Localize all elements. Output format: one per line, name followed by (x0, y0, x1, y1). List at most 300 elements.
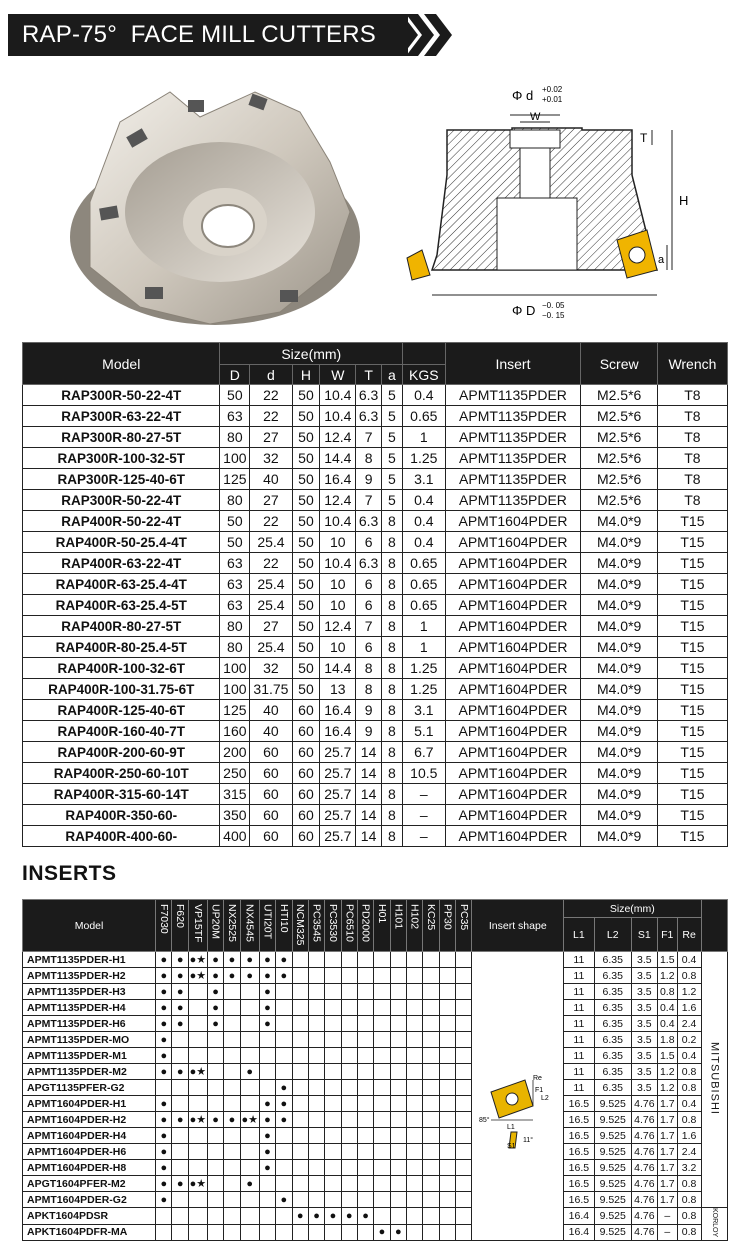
grade-mark (357, 1112, 373, 1128)
grade-mark: ● (156, 1064, 172, 1080)
insert-size-cell: 0.4 (657, 1016, 677, 1032)
grade-mark (308, 1144, 324, 1160)
spec-row (23, 427, 728, 448)
grade-mark (292, 1192, 308, 1208)
d-dimension-label: Φ d (512, 88, 534, 103)
grade-mark: ● (259, 1112, 275, 1128)
grade-mark (390, 1096, 406, 1112)
spec-cell: 50 (292, 595, 320, 616)
spec-cell: 5 (381, 406, 402, 427)
grade-mark (390, 1016, 406, 1032)
insert-size-cell: 3.5 (631, 1032, 657, 1048)
grade-mark (390, 1064, 406, 1080)
grade-mark (407, 1000, 423, 1016)
spec-cell: 100 (220, 448, 250, 469)
grade-mark (276, 1144, 292, 1160)
spec-cell: T15 (657, 784, 727, 805)
insert-size-cell: 3.5 (631, 1080, 657, 1096)
grade-mark (374, 1000, 390, 1016)
grade-mark (456, 1080, 472, 1096)
insert-model-cell: APMT1135PDER-MO (23, 1032, 156, 1048)
spec-cell: 27 (250, 490, 292, 511)
insert-size-cell: 0.8 (677, 1208, 701, 1225)
grade-mark (224, 1064, 240, 1080)
spec-cell: 60 (250, 784, 292, 805)
insert-size-cell: 16.5 (564, 1096, 595, 1112)
grade-mark: ● (276, 952, 292, 968)
model-cell: RAP300R-50-22-4T (23, 385, 220, 406)
svg-text:11°: 11° (522, 1136, 533, 1144)
D-dimension-label: Φ D (512, 303, 536, 318)
spec-cell: APMT1135PDER (445, 385, 581, 406)
spec-cell: 60 (292, 763, 320, 784)
grade-mark (439, 952, 455, 968)
spec-cell: T8 (657, 490, 727, 511)
spec-cell: – (403, 805, 445, 826)
insert-model-cell: APMT1604PDER-H1 (23, 1096, 156, 1112)
spec-row (23, 532, 728, 553)
spec-cell: 12.4 (320, 616, 356, 637)
grade-mark (456, 1064, 472, 1080)
insert-size-cell: 0.4 (677, 1096, 701, 1112)
size-col-header: L1 (564, 918, 595, 952)
insert-row (23, 1176, 728, 1192)
insert-size-cell: 11 (564, 1016, 595, 1032)
model-cell: RAP400R-63-25.4-5T (23, 595, 220, 616)
spec-cell: 100 (220, 658, 250, 679)
spec-cell: T15 (657, 511, 727, 532)
spec-row (23, 469, 728, 490)
spec-cell: APMT1604PDER (445, 742, 581, 763)
grade-mark (172, 1048, 188, 1064)
grade-mark: ● (156, 1192, 172, 1208)
insert-size-cell: 2.4 (677, 1144, 701, 1160)
spec-cell: M2.5*6 (581, 490, 657, 511)
model-cell: RAP400R-50-25.4-4T (23, 532, 220, 553)
grade-header: NX2525 (224, 900, 240, 952)
spec-cell: APMT1604PDER (445, 763, 581, 784)
grade-mark (308, 1176, 324, 1192)
model-cell: RAP400R-50-22-4T (23, 511, 220, 532)
grade-mark (407, 952, 423, 968)
spec-cell: 8 (381, 700, 402, 721)
spec-cell: 0.65 (403, 553, 445, 574)
spec-cell: 8 (381, 637, 402, 658)
grade-mark (292, 1000, 308, 1016)
size-col-header: L2 (594, 918, 631, 952)
insert-size-cell: 16.5 (564, 1176, 595, 1192)
spec-cell: 160 (220, 721, 250, 742)
grade-mark (224, 1048, 240, 1064)
grade-header: NCM325 (292, 900, 308, 952)
insert-size-cell: 16.5 (564, 1144, 595, 1160)
spec-cell: 0.65 (403, 574, 445, 595)
insert-size-cell: 16.5 (564, 1128, 595, 1144)
spec-cell: 14.4 (320, 448, 356, 469)
insert-size-cell: 9.525 (594, 1096, 631, 1112)
grade-mark (357, 968, 373, 984)
grade-mark (357, 1192, 373, 1208)
spec-cell: 50 (292, 490, 320, 511)
grade-mark: ● (207, 952, 223, 968)
spec-cell: 8 (381, 616, 402, 637)
grade-mark (292, 1080, 308, 1096)
grade-mark (259, 1208, 275, 1225)
spec-cell: 6.3 (356, 385, 381, 406)
spec-cell: APMT1135PDER (445, 427, 581, 448)
spec-cell: 63 (220, 406, 250, 427)
model-cell: RAP400R-315-60-14T (23, 784, 220, 805)
grade-mark (292, 984, 308, 1000)
size-col-header: S1 (631, 918, 657, 952)
model-cell: RAP400R-80-27-5T (23, 616, 220, 637)
spec-cell: M4.0*9 (581, 721, 657, 742)
grade-mark (207, 1192, 223, 1208)
insert-size-cell: 1.8 (657, 1032, 677, 1048)
size-header: Size(mm) (220, 343, 403, 365)
insert-size-cell: 11 (564, 968, 595, 984)
grade-mark (224, 1144, 240, 1160)
grade-mark: ● (156, 1016, 172, 1032)
grade-mark: ●★ (189, 969, 207, 982)
grade-mark: ● (390, 1224, 406, 1241)
cutter-spec-table (22, 342, 728, 847)
D-header: D (220, 365, 250, 385)
grade-mark: ● (207, 1000, 223, 1016)
spec-cell: M4.0*9 (581, 763, 657, 784)
spec-cell: 10 (320, 532, 356, 553)
spec-cell: 50 (292, 427, 320, 448)
grade-mark (390, 1144, 406, 1160)
grade-mark (407, 968, 423, 984)
grade-mark (439, 1112, 455, 1128)
grade-header: H102 (407, 900, 423, 952)
spec-cell: 13 (320, 679, 356, 700)
grade-mark (276, 1160, 292, 1176)
spec-row (23, 553, 728, 574)
grade-mark (341, 1192, 357, 1208)
grade-mark (207, 1128, 223, 1144)
spec-cell: 8 (381, 679, 402, 700)
grade-mark (341, 1112, 357, 1128)
model-cell: RAP400R-100-32-6T (23, 658, 220, 679)
insert-size-cell: 11 (564, 1064, 595, 1080)
spec-cell: 60 (250, 826, 292, 847)
spec-cell: M2.5*6 (581, 385, 657, 406)
svg-text:Re: Re (532, 1074, 542, 1082)
spec-cell: T15 (657, 574, 727, 595)
spec-cell: 5 (381, 448, 402, 469)
grade-mark (423, 1048, 439, 1064)
spec-cell: 60 (292, 742, 320, 763)
spec-cell: 25.4 (250, 595, 292, 616)
grade-mark (357, 1032, 373, 1048)
grade-header: PC3530 (325, 900, 341, 952)
insert-size-cell: 0.8 (677, 1112, 701, 1128)
grade-mark: ● (259, 1128, 275, 1144)
spec-cell: 22 (250, 511, 292, 532)
insert-model-cell: APMT1604PDER-H6 (23, 1144, 156, 1160)
spec-cell: 25.7 (320, 805, 356, 826)
spec-cell: 5 (381, 427, 402, 448)
grade-header: PC35 (456, 900, 472, 952)
grade-mark (407, 1176, 423, 1192)
grade-mark (308, 1192, 324, 1208)
spec-row (23, 742, 728, 763)
svg-text:L1: L1 (506, 1123, 515, 1131)
spec-cell: APMT1604PDER (445, 679, 581, 700)
spec-cell: 5 (381, 490, 402, 511)
spec-row (23, 511, 728, 532)
grade-mark (325, 1224, 341, 1241)
insert-header: Insert (445, 343, 581, 385)
grade-mark (374, 984, 390, 1000)
spec-cell: 25.7 (320, 826, 356, 847)
spec-cell: 125 (220, 700, 250, 721)
grade-mark: ● (207, 1112, 223, 1128)
spec-cell: M4.0*9 (581, 658, 657, 679)
insert-size-cell: 6.35 (594, 1064, 631, 1080)
grade-mark (357, 952, 373, 968)
grade-mark (456, 1208, 472, 1225)
insert-model-cell: APMT1604PDER-H2 (23, 1112, 156, 1128)
grade-mark (374, 1096, 390, 1112)
svg-text:F1: F1 (534, 1086, 543, 1094)
grade-mark (276, 1032, 292, 1048)
insert-model-cell: APMT1135PDER-H1 (23, 952, 156, 968)
model-cell: RAP400R-400-60- (23, 826, 220, 847)
spec-cell: 80 (220, 490, 250, 511)
insert-size-cell: 3.2 (677, 1160, 701, 1176)
spec-cell: 14 (356, 826, 381, 847)
spec-cell: T15 (657, 700, 727, 721)
grade-mark (207, 1080, 223, 1096)
grade-mark: ● (172, 1064, 188, 1080)
spec-cell: 14 (356, 763, 381, 784)
grade-mark (423, 1144, 439, 1160)
grade-header: F620 (172, 900, 188, 952)
spec-cell: APMT1604PDER (445, 595, 581, 616)
spec-cell: M2.5*6 (581, 448, 657, 469)
spec-cell: 22 (250, 553, 292, 574)
grade-header: PD2000 (357, 900, 373, 952)
grade-mark (259, 1224, 275, 1241)
grade-mark (156, 1080, 172, 1096)
spec-cell: M4.0*9 (581, 574, 657, 595)
grade-mark (240, 1208, 259, 1225)
grade-mark (456, 984, 472, 1000)
spec-cell: 60 (250, 805, 292, 826)
grade-mark (456, 1192, 472, 1208)
spec-cell: – (403, 784, 445, 805)
grade-mark: ● (341, 1208, 357, 1225)
spec-cell: 50 (292, 553, 320, 574)
face-mill-cutter-image (50, 62, 370, 332)
grade-header: H01 (374, 900, 390, 952)
grade-mark (357, 1016, 373, 1032)
grade-mark (407, 1032, 423, 1048)
grade-mark (308, 1080, 324, 1096)
wrench-header: Wrench (657, 343, 727, 385)
grade-mark: ● (156, 1032, 172, 1048)
grade-mark (325, 984, 341, 1000)
spec-cell: 80 (220, 616, 250, 637)
spec-cell: 32 (250, 658, 292, 679)
grade-mark (357, 1128, 373, 1144)
insert-size-cell: 16.5 (564, 1160, 595, 1176)
spec-cell: M2.5*6 (581, 406, 657, 427)
spec-cell: 25.4 (250, 532, 292, 553)
insert-size-cell: 4.76 (631, 1208, 657, 1225)
model-cell: RAP400R-160-40-7T (23, 721, 220, 742)
grade-mark (292, 1224, 308, 1241)
insert-size-cell: 0.8 (677, 1080, 701, 1096)
spec-cell: 22 (250, 406, 292, 427)
spec-cell: APMT1604PDER (445, 826, 581, 847)
grade-mark (276, 1176, 292, 1192)
spec-cell: 1 (403, 616, 445, 637)
grade-mark (224, 1224, 240, 1241)
grade-mark: ● (156, 1176, 172, 1192)
grade-mark (292, 968, 308, 984)
D-tolerance-lower: −0. 15 (542, 311, 565, 320)
spec-cell: 50 (292, 511, 320, 532)
spec-cell: T15 (657, 553, 727, 574)
insert-row (23, 1096, 728, 1112)
insert-size-cell: 4.76 (631, 1176, 657, 1192)
grade-mark (341, 1176, 357, 1192)
spec-cell: 250 (220, 763, 250, 784)
grade-mark (276, 1128, 292, 1144)
grade-mark (456, 1224, 472, 1241)
spec-cell: M4.0*9 (581, 532, 657, 553)
spec-row (23, 574, 728, 595)
grade-mark (224, 984, 240, 1000)
grade-mark (240, 1096, 259, 1112)
spec-cell: 8 (381, 742, 402, 763)
grade-mark (341, 1032, 357, 1048)
grade-mark (224, 1080, 240, 1096)
spec-cell: 14 (356, 805, 381, 826)
spec-cell: APMT1604PDER (445, 553, 581, 574)
spec-cell: 50 (292, 679, 320, 700)
grade-mark (325, 952, 341, 968)
insert-size-cell: 3.5 (631, 1048, 657, 1064)
grade-mark (224, 1160, 240, 1176)
insert-size-cell: 6.35 (594, 952, 631, 968)
insert-row (23, 1208, 728, 1225)
grade-mark: ●★ (189, 1177, 207, 1190)
grade-mark (439, 1032, 455, 1048)
grade-mark: ●★ (189, 1065, 207, 1078)
grade-mark (390, 1176, 406, 1192)
grade-mark (156, 1224, 172, 1241)
grade-mark (224, 1032, 240, 1048)
insert-size-cell: 9.525 (594, 1144, 631, 1160)
insert-size-cell: 1.7 (657, 1160, 677, 1176)
insert-size-cell: 1.2 (657, 1064, 677, 1080)
insert-size-cell: 9.525 (594, 1192, 631, 1208)
spec-cell: 6.3 (356, 406, 381, 427)
spec-cell: 50 (292, 616, 320, 637)
grade-header: H101 (390, 900, 406, 952)
insert-size-cell: 4.76 (631, 1144, 657, 1160)
grade-mark (276, 1224, 292, 1241)
grade-mark (423, 1000, 439, 1016)
grade-mark (188, 1128, 207, 1144)
insert-size-cell: 16.5 (564, 1192, 595, 1208)
insert-size-cell: 11 (564, 984, 595, 1000)
grade-mark: ● (259, 1096, 275, 1112)
spec-cell: 16.4 (320, 700, 356, 721)
spec-cell: 25.7 (320, 763, 356, 784)
grade-mark: ● (172, 952, 188, 968)
grade-mark: ● (156, 968, 172, 984)
insert-row (23, 1000, 728, 1016)
insert-size-cell: 1.7 (657, 1176, 677, 1192)
grade-mark (292, 1032, 308, 1048)
page-title: RAP-75° FACE MILL CUTTERS (22, 21, 376, 48)
grade-mark (188, 1032, 207, 1048)
grade-header: PP30 (439, 900, 455, 952)
grade-mark (374, 1128, 390, 1144)
spec-cell: M4.0*9 (581, 826, 657, 847)
grade-mark: ● (308, 1208, 324, 1225)
grade-header: HTI10 (276, 900, 292, 952)
spec-cell: 40 (250, 469, 292, 490)
grade-mark (423, 1192, 439, 1208)
insert-row (23, 952, 728, 968)
spec-cell: M4.0*9 (581, 637, 657, 658)
grade-mark (374, 1048, 390, 1064)
insert-row (23, 984, 728, 1000)
brand-header (701, 900, 727, 952)
grade-mark (188, 1160, 207, 1176)
grade-mark (341, 1000, 357, 1016)
spec-cell: M4.0*9 (581, 742, 657, 763)
spec-cell: APMT1604PDER (445, 616, 581, 637)
grade-mark (357, 1096, 373, 1112)
grade-mark: ● (207, 968, 223, 984)
model-cell: RAP400R-125-40-6T (23, 700, 220, 721)
grade-mark (224, 1208, 240, 1225)
grade-mark (456, 1176, 472, 1192)
grade-mark (407, 1080, 423, 1096)
grade-mark (456, 1032, 472, 1048)
grade-mark (407, 1112, 423, 1128)
insert-shape-icon (477, 1040, 559, 1150)
grade-mark (240, 1000, 259, 1016)
spec-cell: APMT1604PDER (445, 658, 581, 679)
spec-cell: 40 (250, 700, 292, 721)
grade-mark (439, 984, 455, 1000)
grade-mark (374, 1016, 390, 1032)
spec-row (23, 595, 728, 616)
insert-model-cell: APMT1135PDER-M1 (23, 1048, 156, 1064)
spec-cell: T15 (657, 826, 727, 847)
spec-row (23, 721, 728, 742)
spec-cell: T15 (657, 637, 727, 658)
inserts-table (22, 899, 728, 1241)
spec-cell: 6.3 (356, 553, 381, 574)
title-banner (8, 14, 408, 56)
spec-row (23, 679, 728, 700)
d-tolerance-upper: +0.02 (542, 85, 563, 94)
spec-cell: 50 (220, 532, 250, 553)
grade-mark (308, 1048, 324, 1064)
grade-mark (172, 1160, 188, 1176)
spec-cell: 80 (220, 637, 250, 658)
